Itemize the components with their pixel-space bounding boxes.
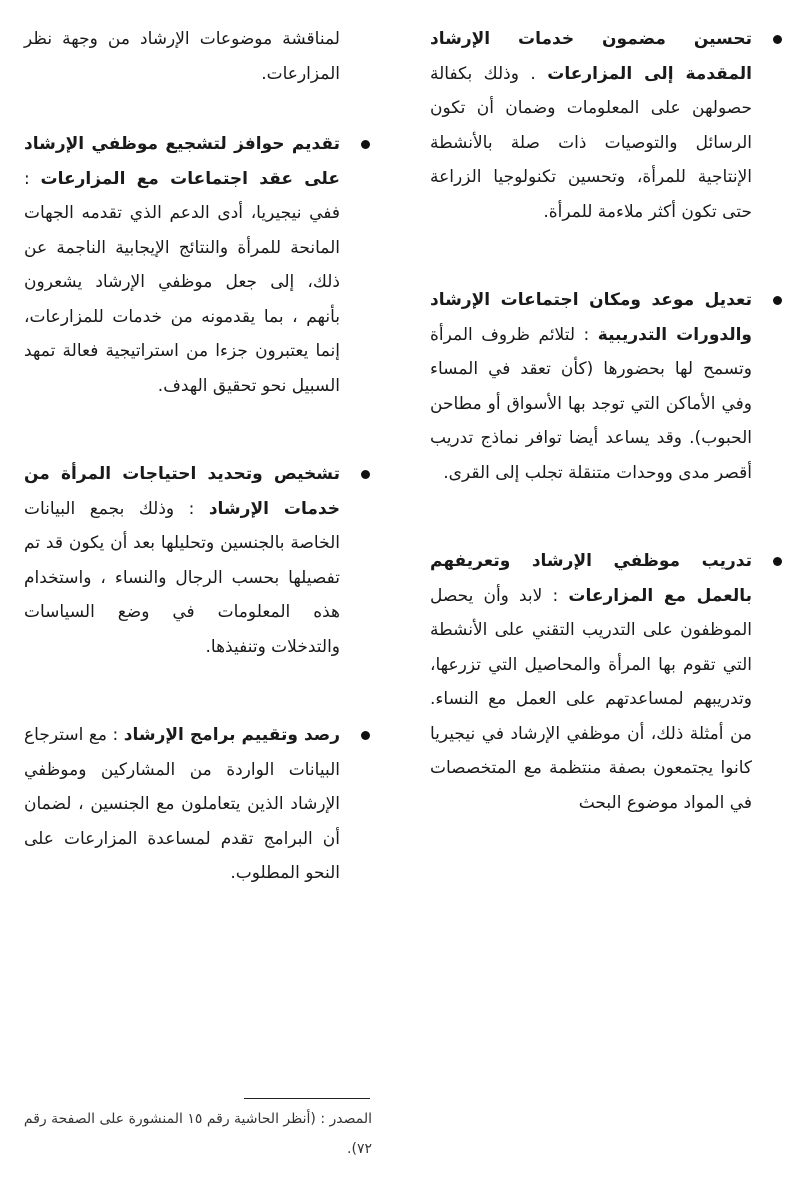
list-item — [24, 718, 340, 891]
item-text: : وذلك بجمع البيانات الخاصة بالجنسين وتحليلها بعد أن يكون قد تم تفصيلها بحسب الرجال والنساء ، واستخدام هذه المعلومات في وضع السياسات والتدخلات وتنفيذها. — [24, 498, 340, 657]
footnote-source: المصدر : (أنظر الحاشية رقم ١٥ المنشورة على الصفحة رقم ٧٢). — [23, 1111, 372, 1157]
continued-paragraph: لمناقشة موضوعات الإرشاد من وجهة نظر المزارعات. — [24, 29, 340, 84]
footnote-divider — [244, 1098, 370, 1099]
bullet-icon — [773, 296, 782, 305]
item-text: . وذلك بكفالة حصولهن على المعلومات وضمان أن تكون الرسائل والتوصيات ذات صلة بالأنشطة الإنتاجية للمرأة، وتحسين تكنولوجيا الزراعة حتى تكون أكثر ملاءمة للمرأة. — [430, 63, 752, 222]
bullet-icon — [361, 140, 370, 149]
bullet-icon — [361, 470, 370, 479]
left-column — [24, 22, 340, 945]
bullet-icon — [773, 557, 782, 566]
item-text: : ففي نيجيريا، أدى الدعم الذي تقدمه الجهات المانحة للمرأة والنتائج الإيجابية الناجمة عن ذلك، إلى جعل موظفي الإرشاد يشعرون بأنهم ، بما يقدمونه من خدمات للمزارعات، إنما يعتبرون جزءا من استراتيجية فعالة تمهد السبيل نحو تحقيق الهدف. — [24, 168, 340, 396]
right-column — [430, 22, 752, 874]
item-text: : مع استرجاع البيانات الواردة من المشاركين وموظفي الإرشاد الذين يتعاملون مع الجنسين ، لضمان أن البرامج تقدم لمساعدة المزارعات على النحو المطلوب. — [24, 725, 340, 883]
list-item — [430, 544, 752, 820]
item-heading: تقديم حوافز لتشجيع موظفي الإرشاد على عقد اجتماعات مع المزارعات — [24, 134, 340, 189]
item-text: : لابد وأن يحصل الموظفون على التدريب التقني على الأنشطة التي تقوم بها المرأة والمحاصيل التي تزرعها، وتدريبهم لمساعدتهم على العمل مع النساء. من أمثلة ذلك، أن موظفي الإرشاد في نيجيريا كانوا يجتمعون بصفة منتظمة مع المتخصصات في المواد موضوع البحث — [430, 585, 752, 813]
bullet-icon — [361, 731, 370, 740]
item-heading: تشخيص وتحديد احتياجات المرأة من خدمات الإرشاد — [24, 464, 340, 519]
list-item — [24, 457, 340, 664]
item-heading: تحسين مضمون خدمات الإرشاد المقدمة إلى المزارعات — [430, 29, 752, 84]
bullet-icon — [773, 35, 782, 44]
list-item — [24, 127, 340, 403]
list-item — [430, 22, 752, 229]
item-text: : لتلائم ظروف المرأة وتسمح لها بحضورها (كأن تعقد في المساء وفي الأماكن التي توجد بها الأسواق أو مطاحن الحبوب). وقد يساعد أيضا توافر نماذج تدريب أقصر مدى ووحدات متنقلة تجلب إلى القرى. — [430, 324, 752, 483]
item-heading: تدريب موظفي الإرشاد وتعريفهم بالعمل مع المزارعات — [430, 551, 752, 606]
item-heading: تعديل موعد ومكان اجتماعات الإرشاد والدورات التدريبية — [430, 290, 753, 345]
list-item — [430, 283, 752, 490]
item-heading: رصد وتقييم برامج الإرشاد — [123, 725, 340, 745]
